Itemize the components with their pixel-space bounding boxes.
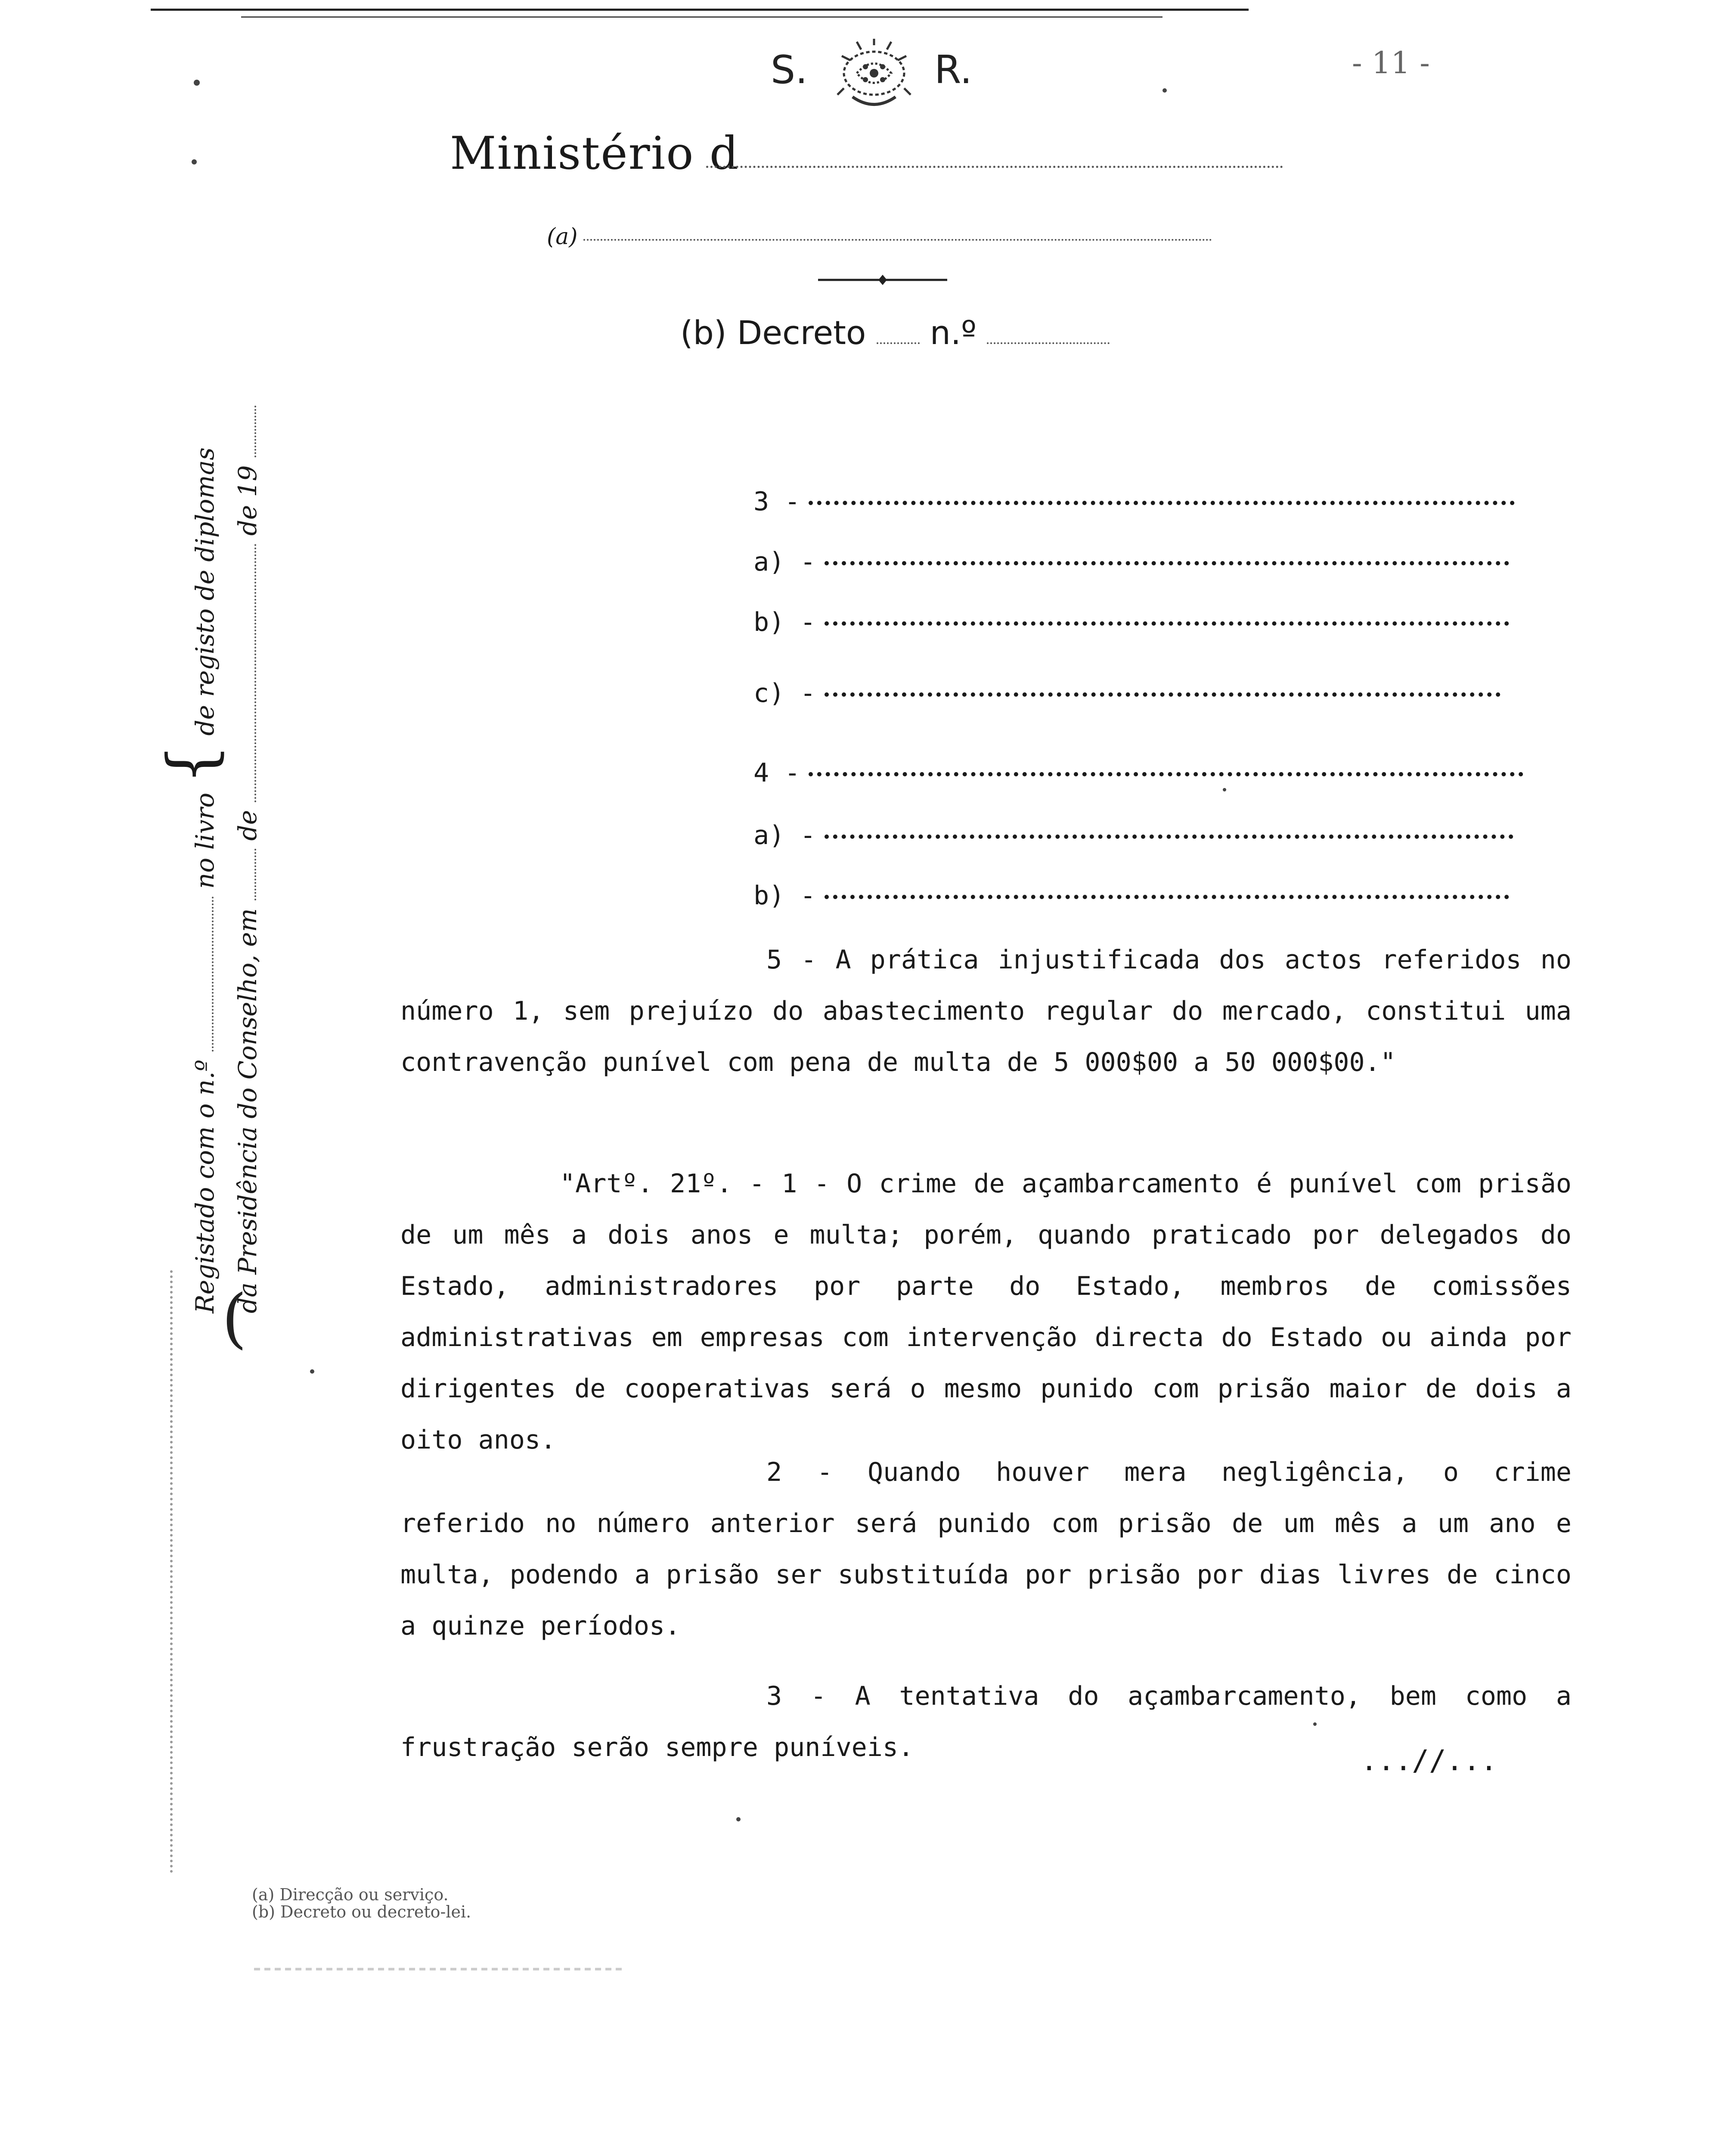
item-row [753,487,1515,517]
article-21-2-text: 2 - Quando houver mera negligência, o crime referido no número anterior será punido com prisão de um mês a um ano e multa, podendo a prisão ser substituída por prisão por dias livres de cinco a quinze períodos. [400,1457,1572,1641]
footnote-b: (b) Decreto ou decreto-lei. [252,1902,471,1921]
service-blank-line [583,239,1212,241]
decree-label: (b) Decreto [680,313,866,352]
top-rule-secondary [241,16,1162,18]
stamp-bracket-icon: ( [222,1281,247,1356]
item-label: a) - [753,820,816,850]
paragraph-5 [400,934,1572,1088]
faded-printer-line-icon [254,1965,624,1973]
speck [1223,788,1226,791]
brace-icon: { [154,743,229,785]
number-blank [987,342,1110,344]
item-label: b) - [753,881,816,911]
speck [1162,88,1167,93]
item-row [753,820,1513,850]
stamp-line2: da Presidência do Conselho, em [233,908,262,1313]
item-row [753,547,1509,577]
speck [1313,1722,1317,1726]
left-margin-dots [170,1270,173,1873]
item-label: b) - [753,607,816,637]
stamp-line1: Registado com o n.º [190,1059,220,1313]
item-row [753,758,1523,788]
printer-mark-icon [254,1964,624,1976]
item-row [753,678,1500,708]
item-label: a) - [753,547,816,577]
item-label: 4 - [753,758,800,788]
stamp-line1c: de registo de diplomas [190,447,220,736]
ministry-blank-line [706,166,1283,168]
service-mark: (a) [547,224,578,250]
item-row [753,881,1509,911]
ministry-label: Ministério d [450,127,740,180]
speck [736,1817,741,1821]
top-rule [151,9,1249,11]
stamp-line1b: no livro [190,792,220,889]
footnote-a: (a) Direcção ou serviço. [252,1885,449,1904]
coat-of-arms-emblem-icon [827,37,921,116]
speck [194,80,200,86]
stamp-line2c: de 19 [233,465,262,536]
stamp-line2b: de [233,810,262,841]
decree-blank [877,342,920,344]
item-label: 3 - [753,487,800,517]
item-label: c) - [753,678,816,708]
speck [192,159,197,164]
number-label: n.º [930,313,976,352]
item-row [753,607,1509,637]
registration-stamp [154,151,276,1313]
article-21-section-2 [400,1447,1572,1652]
continuation-mark: ...//... [1361,1744,1497,1777]
article-21-3-text: 3 - A tentativa do açambarcamento, bem como a frustração serão sempre puníveis. [400,1681,1572,1762]
paragraph-5-text: 5 - A prática injustificada dos actos referidos no número 1, sem prejuízo do abastecimento regular do mercado, constitui uma contravenção punível com pena de multa de 5 000$00 a 50 000$00." [400,945,1572,1077]
article-21-1-text: "Artº. 21º. - 1 - O crime de açambarcamento é punível com prisão de um mês a dois anos e multa; porém, quando praticado por delegados do Estado, administradores por parte do Estado, membros de comissões administrativas em empresas com intervenção directa do Estado ou ainda por dirigentes de cooperativas será o mesmo punido com prisão maior de dois a oito anos. [400,1169,1572,1455]
header-left-text: S. [771,47,808,93]
footnotes [252,1886,471,1920]
speck [310,1369,314,1374]
header-right-text: R. [934,47,972,93]
page-number: - 11 - [1352,45,1430,81]
ornament-divider-icon [818,271,947,289]
article-21-section-1 [400,1158,1572,1466]
decree-line [680,313,1110,352]
